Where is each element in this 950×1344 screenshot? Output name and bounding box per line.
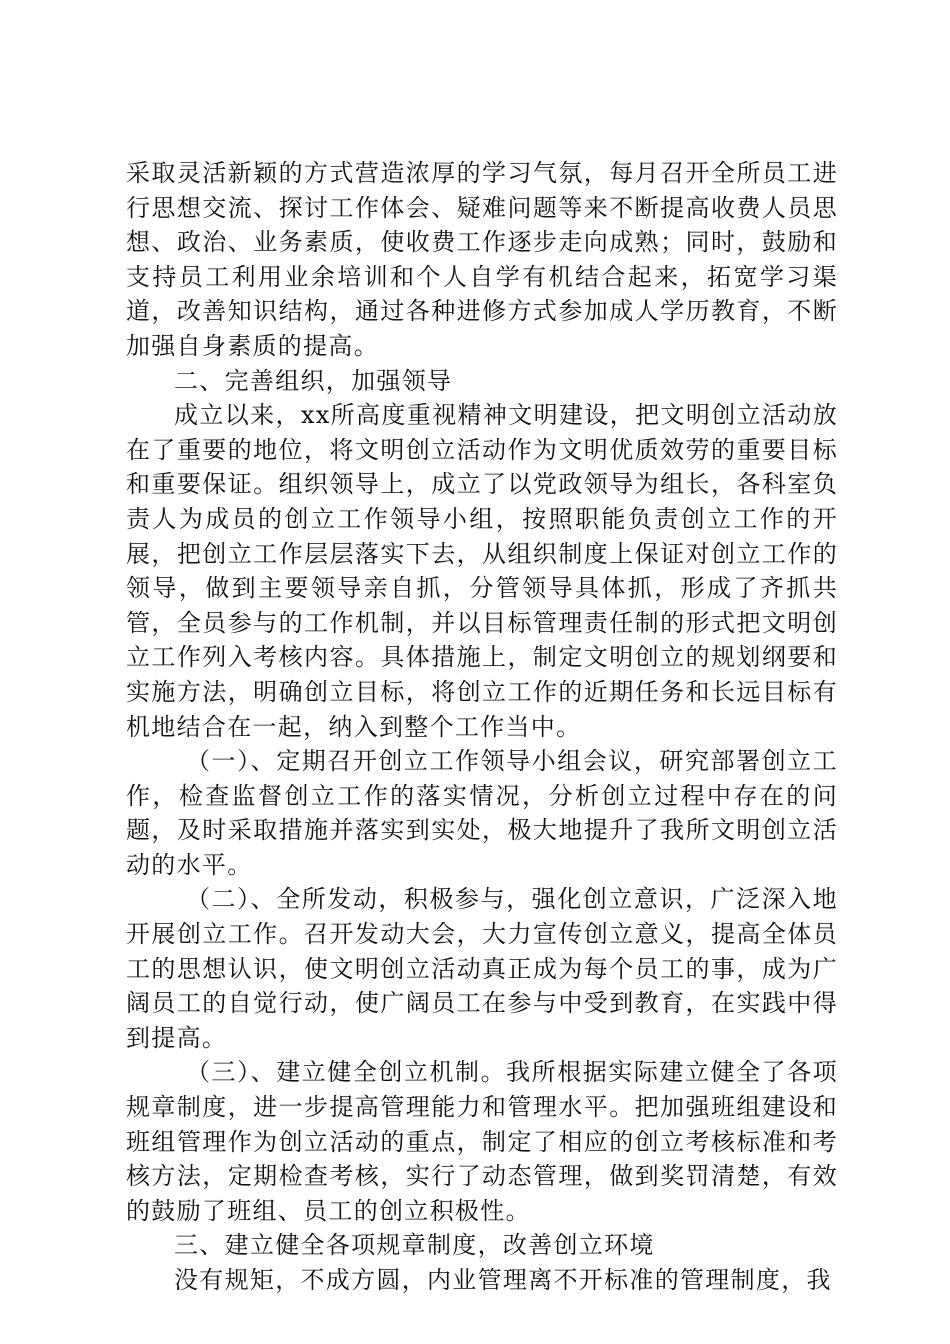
- section-heading-regulations: 三、建立健全各项规章制度，改善创立环境: [174, 1231, 655, 1260]
- list-item-three: （三）、建立健全创立机制。我所根据实际建立健全了各项规章制度，进一步提高管理能力和管理水平。把加强班组建设和班组管理作为创立活动的重点，制定了相应的创立考核标准和考核方法，定期检查考核，实行了动态管理，做到奖罚清楚，有效的鼓励了班组、员工的创立积极性。: [126, 1058, 838, 1225]
- body-paragraph-study-atmosphere: 采取灵活新颖的方式营造浓厚的学习气氛，每月召开全所员工进行思想交流、探讨工作体会、疑难问题等来不断提高收费人员思想、政治、业务素质，使收费工作逐步走向成熟；同时，鼓励和支持员工利用业余培训和个人自学有机结合起来，拓宽学习渠道，改善知识结构，通过各种进修方式参加成人学历教育，不断加强自身素质的提高。: [126, 159, 838, 360]
- list-item-two: （二）、全所发动，积极参与，强化创立意识，广泛深入地开展创立工作。召开发动大会，大力宣传创立意义，提高全体员工的思想认识，使文明创立活动真正成为每个员工的事，成为广阔员工的自觉行动，使广阔员工在参与中受到教育，在实践中得到提高。: [126, 885, 838, 1052]
- body-paragraph-regulations: 没有规矩，不成方圆，内业管理离不开标准的管理制度，我: [174, 1266, 832, 1294]
- document-page: [126, 156, 838, 1298]
- section-heading-organization: 二、完善组织，加强领导: [174, 366, 453, 395]
- body-paragraph-organization: 成立以来，xx所高度重视精神文明建设，把文明创立活动放在了重要的地位，将文明创立活动作为文明优质效劳的重要目标和重要保证。组织领导上，成立了以党政领导为组长，各科室负责人为成员的创立工作领导小组，按照职能负责创立工作的开展，把创立工作层层落实下去，从组织制度上保证对创立工作的领导，做到主要领导亲自抓，分管领导具体抓，形成了齐抓共管，全员参与的工作机制，并以目标管理责任制的形式把文明创立工作列入考核内容。具体措施上，制定文明创立的规划纲要和实施方法，明确创立目标，将创立工作的近期任务和长远目标有机地结合在一起，纳入到整个工作当中。: [126, 401, 838, 741]
- list-item-one: （一）、定期召开创立工作领导小组会议，研究部署创立工作，检查监督创立工作的落实情况，分析创立过程中存在的问题，及时采取措施并落实到实处，极大地提升了我所文明创立活动的水平。: [126, 747, 838, 879]
